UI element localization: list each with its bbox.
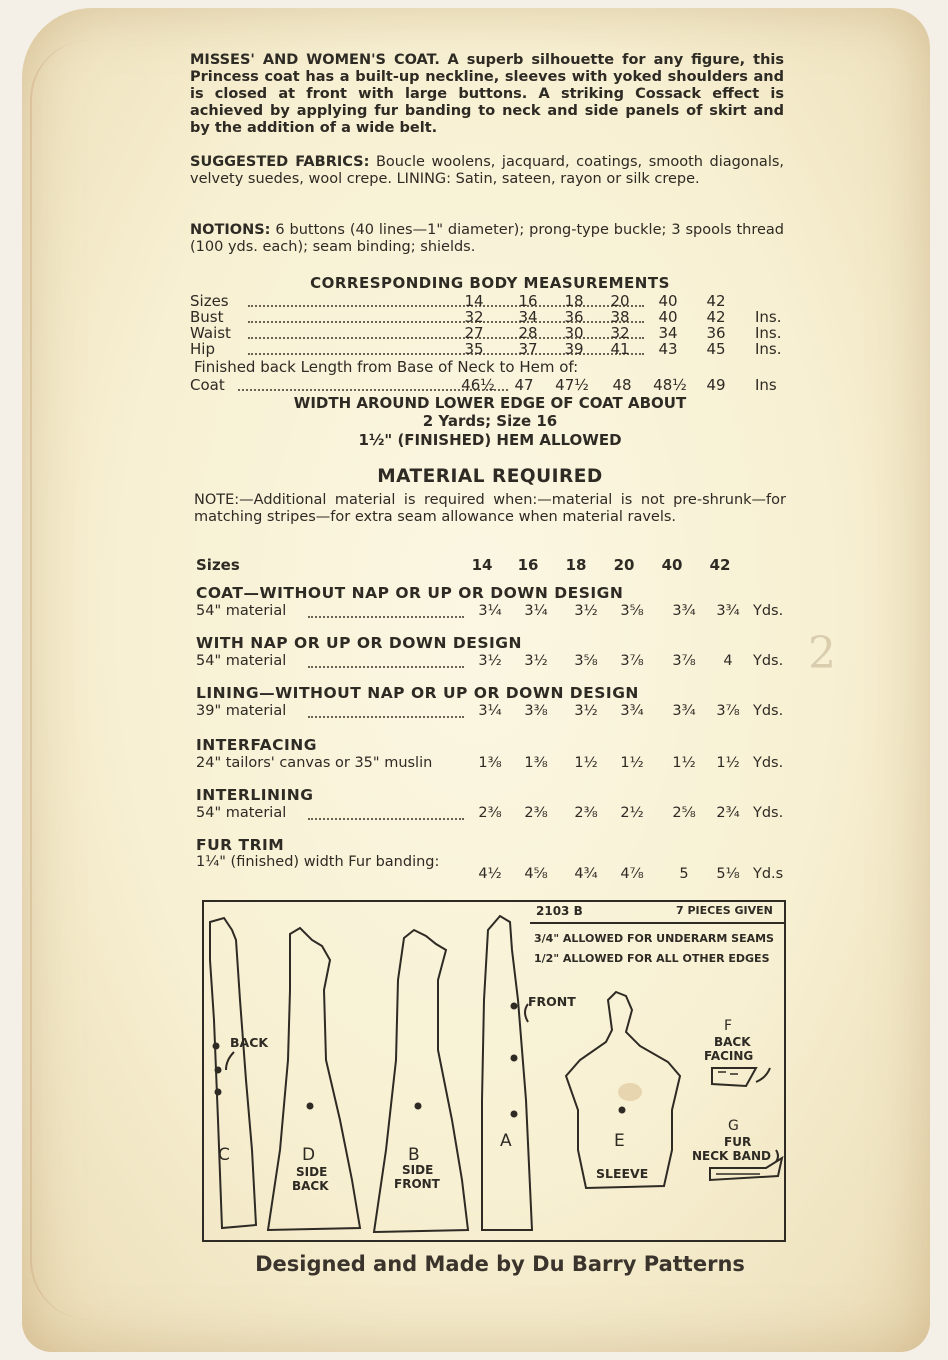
piece-f-back-label: BACK	[714, 1035, 751, 1049]
coat-length-unit: Ins	[755, 376, 777, 394]
material-size-value: 42	[709, 556, 731, 574]
piece-f-outline	[712, 1068, 756, 1086]
measurement-value: 34	[518, 308, 538, 326]
piece-g-letter: G	[728, 1118, 739, 1134]
measurement-value: 14	[464, 292, 484, 310]
fur-trim-value: 5	[679, 866, 689, 882]
measurement-label: Hip	[190, 340, 215, 358]
measurement-value: 40	[658, 292, 678, 310]
material-yardage-value: 3¼	[478, 603, 502, 619]
piece-c-letter: C	[218, 1145, 230, 1165]
fabrics-text: Boucle woolens, jacquard, coatings, smooth diagonals, velvety suedes, wool crepe. LINING: Satin, sateen, rayon or silk crepe.	[190, 154, 785, 187]
notions-label: NOTIONS:	[190, 222, 271, 238]
piece-b-notch	[415, 1103, 422, 1110]
piece-a-notch	[511, 1003, 518, 1010]
piece-b-front-label: FRONT	[394, 1177, 440, 1191]
material-yardage-value: 1½	[574, 755, 598, 771]
fur-trim-value: 5⅛	[716, 866, 740, 882]
piece-g-neckband-label: NECK BAND	[692, 1149, 771, 1163]
material-yardage-value: 2⅜	[478, 805, 502, 821]
piece-d-notch	[307, 1103, 314, 1110]
measurement-value: 38	[610, 308, 630, 326]
piece-g-fur-label: FUR	[724, 1135, 752, 1149]
finished-length-label: Finished back Length from Base of Neck to Hem of:	[194, 358, 579, 376]
material-yardage-value: 2⅜	[524, 805, 548, 821]
fur-trim-value: 4⅝	[524, 866, 548, 882]
fur-trim-value: 4⅞	[620, 866, 644, 882]
material-yardage-value: 3½	[478, 653, 502, 669]
measurement-value: 37	[518, 340, 538, 358]
fur-trim-value: 4½	[478, 866, 502, 882]
material-unit: Yds.	[753, 703, 784, 719]
notions-text: 6 buttons (40 lines—1" diameter); prong-type buckle; 3 spools thread (100 yds. each); seam binding; shields.	[190, 222, 785, 255]
coat-length-value: 48	[612, 376, 632, 394]
material-sizes-label: Sizes	[196, 556, 240, 574]
material-yardage-value: 1½	[620, 755, 644, 771]
material-unit: Yds.	[753, 603, 784, 619]
material-yardage-value: 3¾	[672, 703, 696, 719]
piece-a-letter: A	[500, 1131, 512, 1151]
material-yardage-value: 3⅞	[620, 653, 644, 669]
material-yardage-value: 3⅞	[716, 703, 740, 719]
description-title: MISSES' AND WOMEN'S COAT.	[190, 52, 440, 68]
coat-length-value: 47	[514, 376, 534, 394]
material-yardage-value: 3¾	[716, 603, 740, 619]
material-yardage-value: 3⅝	[574, 653, 598, 669]
material-yardage-value: 1½	[672, 755, 696, 771]
coat-length-value: 46½	[461, 376, 495, 394]
material-yardage-value: 3½	[524, 653, 548, 669]
fur-trim-heading: FUR TRIM	[196, 836, 285, 854]
measurement-value: 28	[518, 324, 538, 342]
material-section-heading: INTERFACING	[196, 736, 317, 754]
material-yardage-value: 2¾	[716, 805, 740, 821]
description-text: A superb silhouette for any figure, this Princess coat has a built-up neckline, sleeves with yoked shoulders and is closed at front with large buttons. A striking Cossack effect is achieved by applying fur banding to neck and side panels of skirt and by the addition of a wide belt.	[190, 52, 784, 136]
measurement-unit: Ins.	[755, 324, 782, 342]
measurement-value: 27	[464, 324, 484, 342]
material-note: NOTE:—Additional material is required when:—material is not pre-shrunk—for matching stripes—for extra seam allowance when material ravels.	[194, 492, 786, 525]
material-unit: Yds.	[753, 653, 784, 669]
fur-trim-unit: Yd.s	[753, 866, 784, 882]
material-yardage-value: 1½	[716, 755, 740, 771]
piece-a-outline	[482, 916, 532, 1230]
material-section-heading: WITH NAP OR UP OR DOWN DESIGN	[196, 634, 522, 652]
measurement-value: 42	[706, 292, 726, 310]
coat-length-value: 47½	[555, 376, 589, 394]
material-size-value: 18	[565, 556, 587, 574]
pattern-info-box	[530, 900, 786, 970]
material-size-value: 40	[661, 556, 683, 574]
material-yardage-value: 3¼	[478, 703, 502, 719]
material-required-title: MATERIAL REQUIRED	[377, 466, 603, 487]
piece-e-letter: E	[614, 1131, 625, 1151]
measurement-value: 34	[658, 324, 678, 342]
info-divider	[530, 922, 786, 924]
paper-stain	[618, 1083, 642, 1101]
measurement-label: Sizes	[190, 292, 229, 310]
coat-length-value: 49	[706, 376, 726, 394]
yards-line: 2 Yards; Size 16	[422, 412, 558, 430]
material-yardage-value: 3⅝	[620, 603, 644, 619]
material-row-label: 24" tailors' canvas or 35" muslin	[196, 755, 433, 771]
material-yardage-value: 3⅞	[672, 653, 696, 669]
measurement-value: 36	[706, 324, 726, 342]
coat-label: Coat	[190, 376, 225, 394]
material-row-label: 39" material	[196, 703, 287, 719]
material-yardage-value: 3½	[574, 603, 598, 619]
measurement-value: 39	[564, 340, 584, 358]
measurement-value: 32	[464, 308, 484, 326]
measurement-value: 40	[658, 308, 678, 326]
material-row-label: 54" material	[196, 805, 287, 821]
footer-credit: Designed and Made by Du Barry Patterns	[255, 1252, 745, 1276]
measurement-value: 36	[564, 308, 584, 326]
piece-f-letter: F	[724, 1018, 733, 1034]
fur-band-arrow	[776, 1150, 778, 1162]
material-section-heading: INTERLINING	[196, 786, 314, 804]
piece-c-notch	[213, 1043, 220, 1050]
material-yardage-value: 2½	[620, 805, 644, 821]
measurement-value: 16	[518, 292, 538, 310]
seam-allowance-other: 1/2" ALLOWED FOR ALL OTHER EDGES	[534, 952, 770, 965]
piece-f-facing-label: FACING	[704, 1049, 754, 1063]
piece-sleeve-label: SLEEVE	[596, 1166, 649, 1181]
back-arrow	[226, 1052, 234, 1070]
measurement-value: 43	[658, 340, 678, 358]
material-yardage-value: 3¾	[672, 603, 696, 619]
piece-front-label: FRONT	[528, 994, 576, 1009]
measurement-value: 42	[706, 308, 726, 326]
fabrics-label: SUGGESTED FABRICS:	[190, 154, 370, 170]
material-yardage-value: 3¾	[620, 703, 644, 719]
measurement-value: 41	[610, 340, 630, 358]
material-row-label: 54" material	[196, 653, 287, 669]
measurement-value: 35	[464, 340, 484, 358]
material-unit: Yds.	[753, 805, 784, 821]
material-section-heading: COAT—WITHOUT NAP OR UP OR DOWN DESIGN	[196, 584, 624, 602]
material-yardage-value: 2⅝	[672, 805, 696, 821]
seam-allowance-underarm: 3/4" ALLOWED FOR UNDERARM SEAMS	[534, 932, 774, 945]
material-size-value: 20	[613, 556, 635, 574]
piece-d-back-label: BACK	[292, 1179, 329, 1193]
material-row-label: 54" material	[196, 603, 287, 619]
material-yardage-value: 3¼	[524, 603, 548, 619]
hem-line: 1½" (FINISHED) HEM ALLOWED	[358, 431, 622, 449]
measurement-value: 20	[610, 292, 630, 310]
material-yardage-value: 1⅜	[478, 755, 502, 771]
piece-e-notch	[619, 1107, 626, 1114]
fur-trim-value: 4¾	[574, 866, 598, 882]
pattern-pieces-count: 7 PIECES GIVEN	[676, 904, 773, 917]
material-yardage-value: 3½	[574, 703, 598, 719]
material-unit: Yds.	[753, 755, 784, 771]
material-yardage-value: 2⅜	[574, 805, 598, 821]
coat-length-value: 48½	[653, 376, 687, 394]
back-facing-arrow	[756, 1068, 770, 1082]
piece-b-side-label: SIDE	[402, 1163, 434, 1177]
pattern-number: 2103 B	[536, 904, 583, 918]
piece-d-side-label: SIDE	[296, 1165, 328, 1179]
material-yardage-value: 3⅜	[524, 703, 548, 719]
measurement-value: 32	[610, 324, 630, 342]
material-size-value: 16	[517, 556, 539, 574]
measurement-label: Waist	[190, 324, 231, 342]
material-section-heading: LINING—WITHOUT NAP OR UP OR DOWN DESIGN	[196, 684, 639, 702]
width-line: WIDTH AROUND LOWER EDGE OF COAT ABOUT	[293, 394, 687, 412]
body-measurements-title: CORRESPONDING BODY MEASUREMENTS	[310, 274, 670, 292]
measurement-value: 30	[564, 324, 584, 342]
measurement-unit: Ins.	[755, 308, 782, 326]
measurement-label: Bust	[190, 308, 224, 326]
measurement-value: 45	[706, 340, 726, 358]
measurement-unit: Ins.	[755, 340, 782, 358]
piece-back-label: BACK	[230, 1035, 269, 1050]
material-yardage-value: 4	[723, 653, 733, 669]
material-yardage-value: 1⅜	[524, 755, 548, 771]
fur-trim-label: 1¼" (finished) width Fur banding:	[196, 854, 440, 870]
piece-b-letter: B	[408, 1145, 420, 1165]
material-size-value: 14	[471, 556, 493, 574]
piece-d-letter: D	[302, 1145, 316, 1165]
measurement-value: 18	[564, 292, 584, 310]
stamp-mark: 2	[808, 628, 836, 679]
